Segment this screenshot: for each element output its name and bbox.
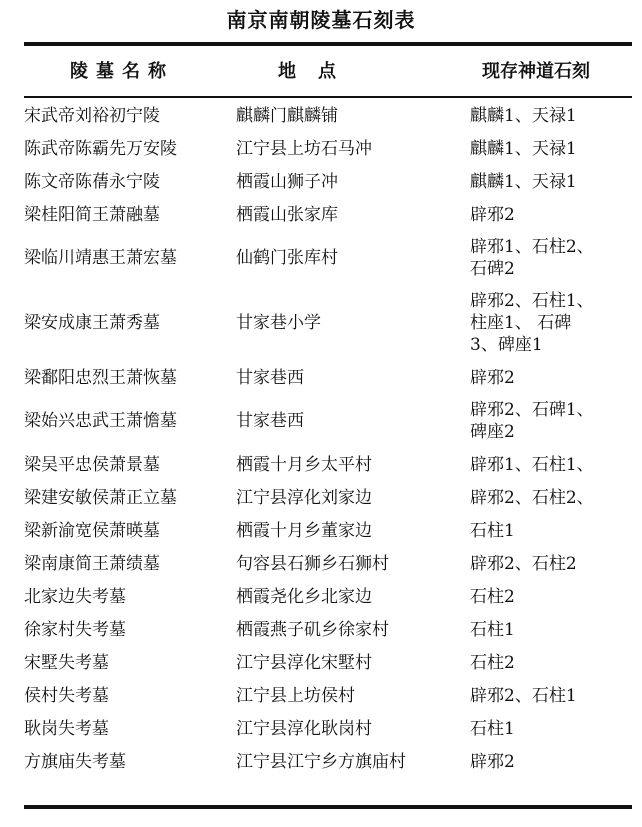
stone-carvings-cell [470,204,635,226]
location-cell: 栖霞十月乡董家边 [236,521,372,541]
tomb-name-cell: 陈文帝陈蒨永宁陵 [24,172,160,192]
stone-carvings-line: 石碑2 [470,259,515,279]
stone-carvings-line: 辟邪2 [470,205,515,225]
table-row [0,680,642,713]
top-rule [24,42,632,46]
table-row [0,100,642,133]
stone-carvings-line: 辟邪2、石柱2、 [470,488,594,508]
table-row [0,713,642,746]
stone-carvings-cell [470,171,635,193]
stone-carvings-line: 辟邪1、石柱1、 [470,455,594,475]
tomb-name-cell: 方旗庙失考墓 [24,752,126,772]
table-row [0,614,642,647]
tomb-name-cell: 陈武帝陈霸先万安陵 [24,139,177,159]
stone-carvings-line: 石柱1 [470,521,515,541]
stone-carvings-cell [470,367,635,389]
location-cell: 江宁县江宁乡方旗庙村 [236,752,406,772]
stone-carvings-line: 碑座2 [470,422,515,442]
location-cell: 甘家巷小学 [236,313,321,333]
location-cell: 栖霞尧化乡北家边 [236,587,372,607]
stone-carvings-line: 辟邪2 [470,752,515,772]
tomb-name-cell: 宋墅失考墓 [24,653,109,673]
location-cell: 江宁县淳化刘家边 [236,488,372,508]
stone-carvings-line: 3、碑座1 [470,335,543,355]
table-row [0,199,642,232]
tomb-name-cell: 梁鄱阳忠烈王萧恢墓 [24,368,177,388]
tomb-name-cell: 梁新渝宽侯萧暎墓 [24,521,160,541]
stone-carvings-line: 辟邪1、石柱2、 [470,237,594,257]
bottom-rule [24,805,632,809]
stone-carvings-line: 石柱2 [470,653,515,673]
stone-carvings-cell [470,685,635,707]
table-row [0,286,642,362]
header-stone-carvings: 现存神道石刻 [482,61,590,82]
stone-carvings-line: 石柱1 [470,719,515,739]
stone-carvings-cell [470,553,635,575]
table-row [0,362,642,395]
table-title: 南京南朝陵墓石刻表 [226,8,416,32]
tomb-name-cell: 梁吴平忠侯萧景墓 [24,455,160,475]
location-cell: 甘家巷西 [236,368,304,388]
header-rule [24,96,632,98]
stone-carvings-cell [470,236,635,280]
stone-carvings-cell [470,138,635,160]
location-cell: 甘家巷西 [236,411,304,431]
stone-carvings-cell [470,586,635,608]
tomb-name-cell: 梁南康简王萧绩墓 [24,554,160,574]
stone-carvings-line: 柱座1、 石碑 [470,313,572,333]
stone-carvings-line: 石柱2 [470,587,515,607]
table-row [0,232,642,286]
tomb-name-cell: 梁始兴忠武王萧憺墓 [24,411,177,431]
header-location: 地点 [278,61,358,82]
stone-carvings-line: 辟邪2、石碑1、 [470,400,594,420]
header-tomb-name: 陵墓名称 [70,61,174,82]
location-cell: 句容县石狮乡石狮村 [236,554,389,574]
table-row [0,548,642,581]
table-row [0,581,642,614]
location-cell: 麒麟门麒麟铺 [236,106,338,126]
tomb-name-cell: 宋武帝刘裕初宁陵 [24,106,160,126]
stone-carvings-cell [470,290,635,356]
location-cell: 栖霞山张家库 [236,205,338,225]
stone-carvings-cell [470,652,635,674]
location-cell: 江宁县上坊侯村 [236,686,355,706]
tomb-name-cell: 梁安成康王萧秀墓 [24,313,160,333]
stone-carvings-line: 麒麟1、天禄1 [470,106,577,126]
location-cell: 江宁县上坊石马冲 [236,139,372,159]
location-cell: 栖霞山狮子冲 [236,172,338,192]
location-cell: 江宁县淳化耿岗村 [236,719,372,739]
stone-carvings-cell [470,105,635,127]
location-cell: 江宁县淳化宋墅村 [236,653,372,673]
stone-carvings-cell [470,619,635,641]
table-row [0,515,642,548]
stone-carvings-line: 辟邪2 [470,368,515,388]
location-cell: 栖霞十月乡太平村 [236,455,372,475]
stone-carvings-line: 辟邪2、石柱1 [470,686,577,706]
stone-carvings-line: 石柱1 [470,620,515,640]
tomb-name-cell: 梁桂阳简王萧融墓 [24,205,160,225]
stone-carvings-line: 麒麟1、天禄1 [470,172,577,192]
tomb-name-cell: 梁临川靖惠王萧宏墓 [24,248,177,268]
table-row [0,647,642,680]
stone-carvings-line: 辟邪2、石柱2 [470,554,577,574]
table-row [0,133,642,166]
tomb-name-cell: 北家边失考墓 [24,587,126,607]
stone-carvings-cell [470,718,635,740]
location-cell: 栖霞燕子矶乡徐家村 [236,620,389,640]
table-row [0,746,642,779]
stone-carvings-cell [470,487,635,509]
table-row [0,482,642,515]
stone-carvings-cell [470,751,635,773]
tomb-name-cell: 徐家村失考墓 [24,620,126,640]
tomb-name-cell: 侯村失考墓 [24,686,109,706]
table-row [0,395,642,449]
tomb-name-cell: 耿岗失考墓 [24,719,109,739]
table-row [0,166,642,199]
location-cell: 仙鹤门张库村 [236,248,338,268]
stone-carvings-line: 辟邪2、石柱1、 [470,291,594,311]
table-row [0,449,642,482]
table-body [0,100,642,779]
stone-carvings-cell [470,454,635,476]
stone-carvings-cell [470,520,635,542]
stone-carvings-cell [470,399,635,443]
stone-carvings-line: 麒麟1、天禄1 [470,139,577,159]
tomb-name-cell: 梁建安敏侯萧正立墓 [24,488,177,508]
